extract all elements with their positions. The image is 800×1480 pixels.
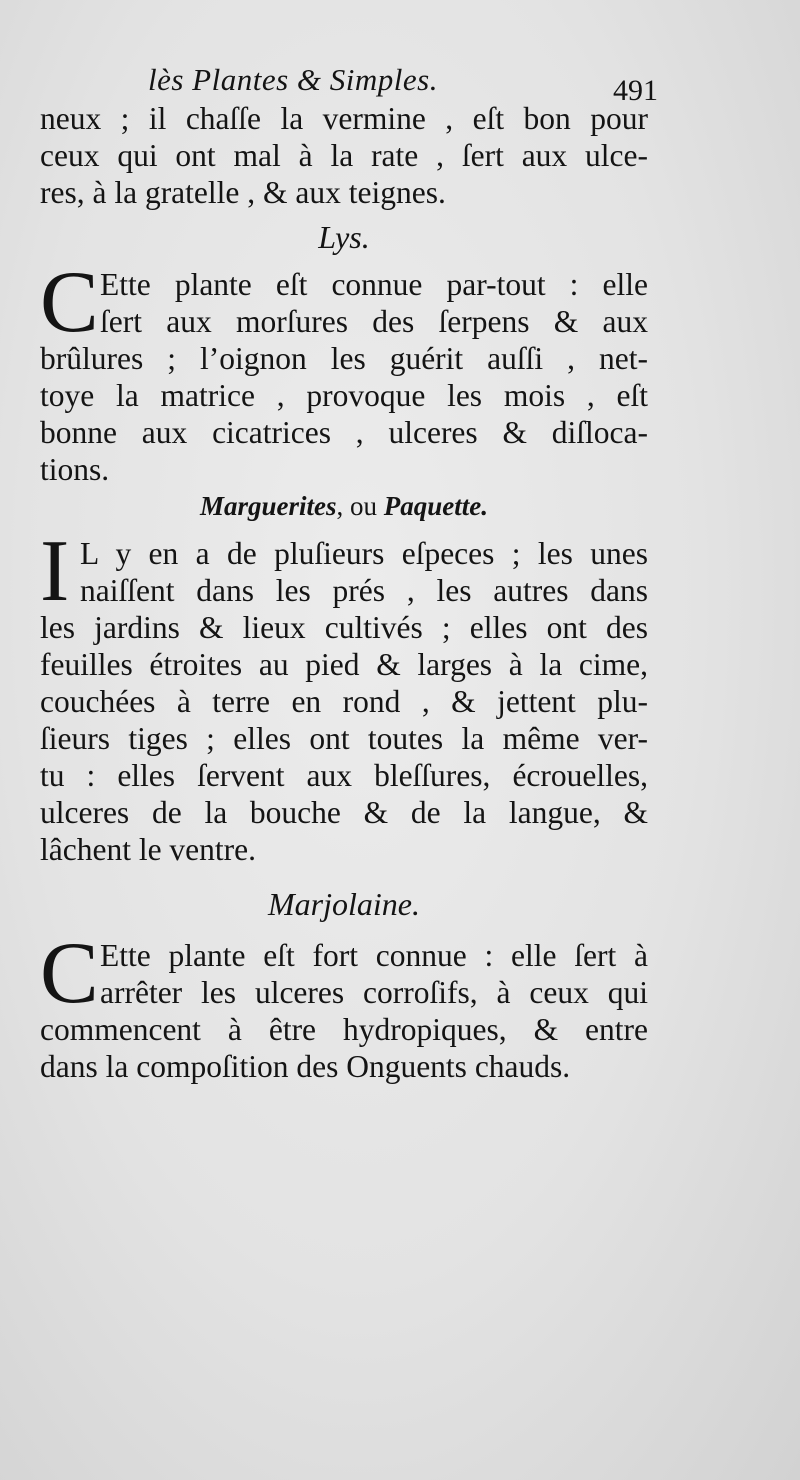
text-line: Ette plante eſt connue par-tout : elle [100,267,648,302]
text-line: ceux qui ont mal à la rate , ſert aux ulce- [40,138,648,173]
text-line: brûlures ; l’oignon les guérit auſſi , net- [40,341,648,376]
text-line: bonne aux cicatrices , ulceres & diſloca- [40,415,648,450]
paragraph-lys [40,254,648,488]
running-title: lès Plantes & Simples. [148,62,438,97]
section-heading-lys: Lys. [318,219,370,255]
text-line: Ette plante eſt fort connue : elle ſert à [100,938,648,973]
text-line: L y en a de pluſieurs eſpeces ; les unes [80,536,648,571]
heading-alt: Paquette. [383,491,488,521]
text-line: toye la matrice , provoque les mois , eſt [40,378,648,413]
text-line: commencent à être hydropiques, & entre [40,1012,648,1047]
text-line: dans la compoſition des Onguents chauds. [40,1049,571,1084]
drop-cap: C [40,925,99,1022]
text-line: lâchent le ventre. [40,832,257,867]
text-line: couchées à terre en rond , & jettent plu- [40,684,648,719]
body-text [40,100,648,1085]
text-line: les jardins & lieux cultivés ; elles ont des [40,610,648,645]
text-line: arrêter les ulceres corroſifs, à ceux qui [100,975,648,1010]
text-line: tu : elles ſervent aux bleſſures, écrouelles, [40,758,648,793]
drop-cap: C [40,254,99,351]
page-number: 491 [613,74,658,107]
section-heading-marguerites [40,488,648,525]
text-line: neux ; il chaſſe la vermine , eſt bon pour [40,101,648,136]
text-line: ſert aux morſures des ſerpens & aux [100,304,648,339]
text-line: tions. [40,452,110,487]
paragraph-marguerites [40,523,648,868]
drop-cap: I [40,523,70,620]
paragraph-marjolaine [40,925,648,1085]
text-line: ſieurs tiges ; elles ont toutes la même ver- [40,721,648,756]
heading-name: Marguerites [199,491,337,521]
text-line: naiſſent dans les prés , les autres dans [80,573,648,608]
heading-or: , ou [336,491,378,521]
text-line: ulceres de la bouche & de la langue, & [40,795,648,830]
text-line: res, à la gratelle , & aux teignes. [40,175,446,210]
text-line: feuilles étroites au pied & larges à la cime, [40,647,648,682]
section-heading-marjolaine: Marjolaine. [268,886,420,922]
